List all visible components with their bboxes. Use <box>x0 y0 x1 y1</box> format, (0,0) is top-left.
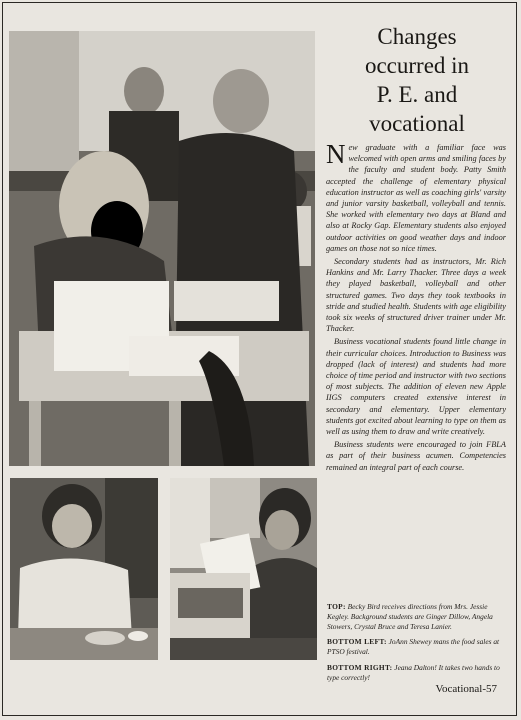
caption-bottom-left <box>327 637 507 657</box>
page-folio: Vocational-57 <box>435 683 497 695</box>
page-title <box>326 22 508 138</box>
title-line: occurred in <box>364 53 470 78</box>
caption-bottom-right <box>327 663 507 683</box>
photo-top-illustration <box>9 31 315 466</box>
body-paragraph: Secondary students had as instructors, Mr. Rich Hankins and Mr. Larry Thacker. Three days a week they played basketball, volleyball and other structured games. Two days they took textbooks in stride and studied health. Students with age eligibility took six weeks of structured driver trainer under Mr. Thacker. <box>326 257 506 334</box>
photo-typing <box>170 478 317 660</box>
body-paragraph: Business students were encouraged to join FBLA as part of their business acumen. Competencies remained an integral part of each course. <box>326 440 506 472</box>
photo-classroom-teacher-student <box>9 31 315 466</box>
body-paragraph: Business vocational students found little change in their curricular choices. Introduction to Business was dropped (lack of interest) and students had more choice of time period and instructor with two sections of most subjects. The addition of eleven new Apple IIGS computers created extensive interest in secondary and elementary. Upper elementary students got excited about learning to type on them as well as using them to draw and write creatively. <box>326 337 506 437</box>
photo-food-sales <box>10 478 158 660</box>
article-body <box>326 139 506 475</box>
caption-text: JoAnn Shewey mans the food sales at PTSO festival. <box>327 637 500 657</box>
caption-text: Becky Bird receives directions from Mrs. Jessie Kegley. Background students are Ginger Dillow, Angela Stowers, Crystal Bruce and Teresa Lanier. <box>327 602 493 631</box>
body-paragraph <box>326 139 506 254</box>
caption-top <box>327 602 507 631</box>
title-line: vocational <box>369 111 465 136</box>
paragraph-text: ew graduate with a familiar face was welcomed with open arms and smiling faces by the faculty and student body. Patty Smith accepted the challenge of elementary physical education instructor as well as coaching girls' varsity and junior varsity basketball, volleyball and tennis. She worked with elementary two days at Bland and also at Rocky Gap. Elementary students also enjoyed outdoor activities on good weather days and indoor games on those not so nice times. <box>326 143 506 253</box>
photo-br-illustration <box>170 478 317 660</box>
caption-label: BOTTOM RIGHT: <box>327 662 393 672</box>
photo-bl-illustration <box>10 478 158 660</box>
title-line: Changes <box>377 24 457 49</box>
caption-label: TOP: <box>327 602 346 611</box>
caption-label: BOTTOM LEFT: <box>327 637 387 647</box>
caption-text: Jeana Dalton! It takes two hands to type correctly! <box>327 662 500 682</box>
photo-captions <box>327 602 507 689</box>
drop-cap: N <box>326 139 346 169</box>
title-line: P. E. and <box>376 82 458 107</box>
